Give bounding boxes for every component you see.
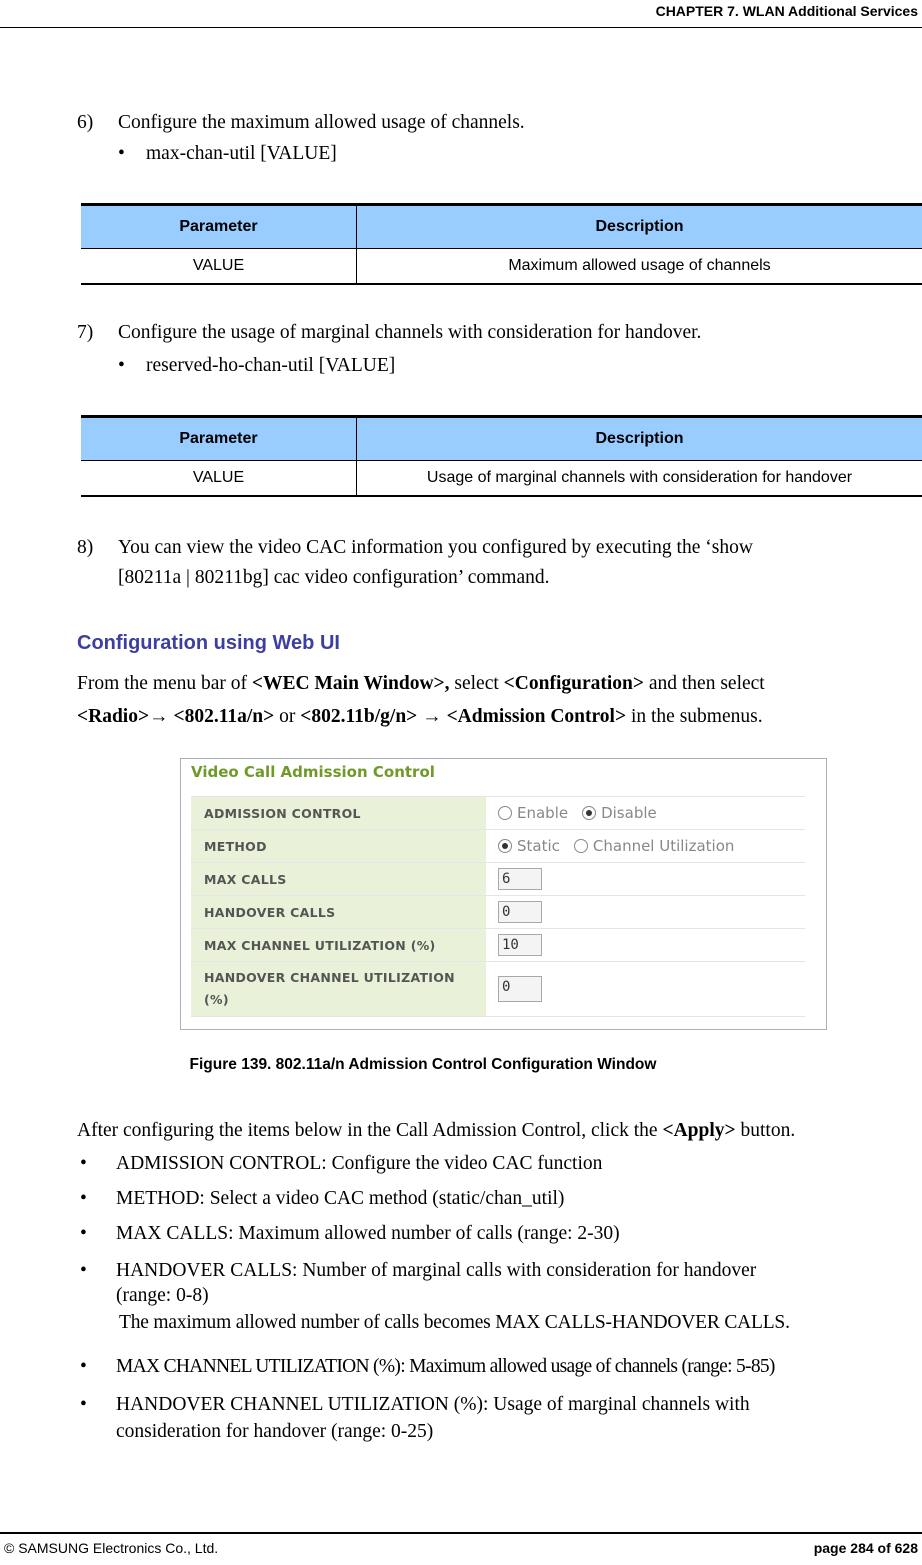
bullet: • (80, 1188, 87, 1209)
col-header-description: Description (357, 205, 922, 249)
footer-page-number: page 284 of 628 (813, 1540, 918, 1556)
arrow-icon: → (422, 706, 442, 727)
step-text: Configure the maximum allowed usage of channels. (118, 112, 525, 133)
col-header-description: Description (357, 417, 922, 461)
text: button. (735, 1120, 796, 1141)
row-label: ADMISSION CONTROL (191, 797, 486, 829)
col-header-parameter: Parameter (81, 205, 357, 249)
list-item (0, 1394, 922, 1448)
list-item-text-line2: (range: 0-8) (116, 1285, 209, 1306)
list-item-text: HANDOVER CHANNEL UTILIZATION (%): Usage of marginal channels with (116, 1394, 750, 1415)
row-label: MAX CHANNEL UTILIZATION (%) (191, 929, 486, 961)
row-value (486, 830, 805, 862)
row-label-line2: (%) (204, 992, 229, 1007)
radio-static[interactable] (498, 839, 512, 853)
row-label: MAX CALLS (191, 863, 486, 895)
menu-ref: <802.11a/n> (168, 706, 275, 727)
list-item (0, 1356, 922, 1382)
text: From the menu bar of (77, 673, 252, 694)
list-item-note: The maximum allowed number of calls becomes MAX CALLS-HANDOVER CALLS. (119, 1312, 790, 1333)
step-text-line2: [80211a | 80211bg] cac video configuration’ command. (118, 567, 550, 588)
menu-ref: <Admission Control> (441, 706, 627, 727)
admission-control-panel (180, 758, 827, 1030)
menu-ref: <802.11b/g/n> (300, 706, 418, 727)
radio-label: Enable (517, 804, 569, 822)
col-header-parameter: Parameter (81, 417, 357, 461)
handover-channel-utilization-input[interactable]: 0 (498, 976, 542, 1002)
row-value (486, 863, 805, 895)
chapter-header: CHAPTER 7. WLAN Additional Services (655, 3, 918, 19)
param-cell: VALUE (81, 249, 357, 285)
radio-label: Disable (601, 804, 657, 822)
menu-ref: <Radio> (77, 706, 150, 727)
step-text-line1: You can view the video CAC information you configured by executing the ‘show (118, 537, 753, 558)
row-value (486, 896, 805, 928)
step-7-command (0, 355, 922, 385)
text: or (274, 706, 301, 727)
arrow-icon: → (149, 706, 169, 727)
bullet: • (80, 1356, 87, 1377)
list-item-text: MAX CHANNEL UTILIZATION (%): Maximum allowed usage of channels (range: 5-85) (116, 1356, 775, 1377)
row-method (191, 829, 805, 862)
step-8 (0, 533, 922, 593)
bullet: • (80, 1394, 87, 1415)
step-6-command (0, 143, 922, 173)
radio-channel-utilization[interactable] (574, 839, 588, 853)
step-number: 8) (77, 537, 94, 558)
bullet: • (118, 143, 125, 164)
desc-cell: Usage of marginal channels with consideration for handover (357, 461, 922, 497)
param-table-1 (81, 203, 922, 285)
command-text: reserved-ho-chan-util [VALUE] (146, 355, 396, 376)
row-max-channel-utilization (191, 928, 805, 961)
radio-enable[interactable] (498, 806, 512, 820)
max-calls-input[interactable]: 6 (498, 868, 542, 890)
list-item-text-line2: consideration for handover (range: 0-25) (116, 1421, 434, 1442)
list-item-text: ADMISSION CONTROL: Configure the video CAC function (116, 1153, 603, 1174)
list-item-text: HANDOVER CALLS: Number of marginal calls with consideration for handover (116, 1260, 757, 1281)
list-item (0, 1188, 922, 1214)
row-label-line1: HANDOVER CHANNEL UTILIZATION (204, 970, 455, 985)
text: select (449, 673, 504, 694)
list-item-text: MAX CALLS: Maximum allowed number of calls (range: 2-30) (116, 1223, 620, 1244)
row-label: METHOD (191, 830, 486, 862)
row-value (486, 797, 805, 829)
step-6 (0, 108, 922, 138)
bullet: • (80, 1153, 87, 1174)
bullet: • (80, 1260, 87, 1281)
menu-ref: <Configuration> (503, 673, 644, 694)
text: in the submenus. (626, 706, 763, 727)
footer-copyright: © SAMSUNG Electronics Co., Ltd. (4, 1540, 219, 1556)
row-label: HANDOVER CALLS (191, 896, 486, 928)
handover-calls-input[interactable]: 0 (498, 901, 542, 923)
apply-button-ref: <Apply> (662, 1120, 736, 1141)
step-number: 7) (77, 322, 94, 343)
nav-instruction-line1 (77, 669, 765, 699)
text: After configuring the items below in the Call Admission Control, click the (77, 1120, 663, 1141)
command-text: max-chan-util [VALUE] (146, 143, 337, 164)
param-cell: VALUE (81, 461, 357, 497)
desc-cell: Maximum allowed usage of channels (357, 249, 922, 285)
radio-disable[interactable] (582, 806, 596, 820)
text: and then select (643, 673, 765, 694)
radio-label: Static (517, 837, 560, 855)
list-item (0, 1223, 922, 1249)
step-text: Configure the usage of marginal channels with consideration for handover. (118, 322, 702, 343)
apply-instruction (77, 1116, 795, 1146)
step-number: 6) (77, 112, 94, 133)
row-max-calls (191, 862, 805, 895)
radio-label: Channel Utilization (592, 837, 735, 855)
bullet: • (118, 355, 125, 376)
section-heading: Configuration using Web UI (77, 632, 340, 654)
row-handover-channel-utilization (191, 961, 805, 1017)
list-item (0, 1260, 922, 1340)
header-rule (0, 27, 922, 28)
panel-title: Video Call Admission Control (191, 763, 435, 781)
row-label (191, 962, 486, 1016)
bullet: • (80, 1223, 87, 1244)
nav-instruction-line2 (77, 702, 763, 732)
menu-ref: <WEC Main Window>, (251, 673, 450, 694)
row-value (486, 929, 805, 961)
max-channel-utilization-input[interactable]: 10 (498, 934, 542, 956)
step-7 (0, 318, 922, 348)
row-value (486, 962, 805, 1016)
row-admission-control (191, 796, 805, 829)
param-table-2 (81, 415, 922, 497)
figure-caption: Figure 139. 802.11a/n Admission Control Configuration Window (189, 1056, 657, 1073)
list-item-text: METHOD: Select a video CAC method (static/chan_util) (116, 1188, 565, 1209)
list-item (0, 1153, 922, 1179)
row-handover-calls (191, 895, 805, 928)
footer-rule (0, 1532, 922, 1534)
